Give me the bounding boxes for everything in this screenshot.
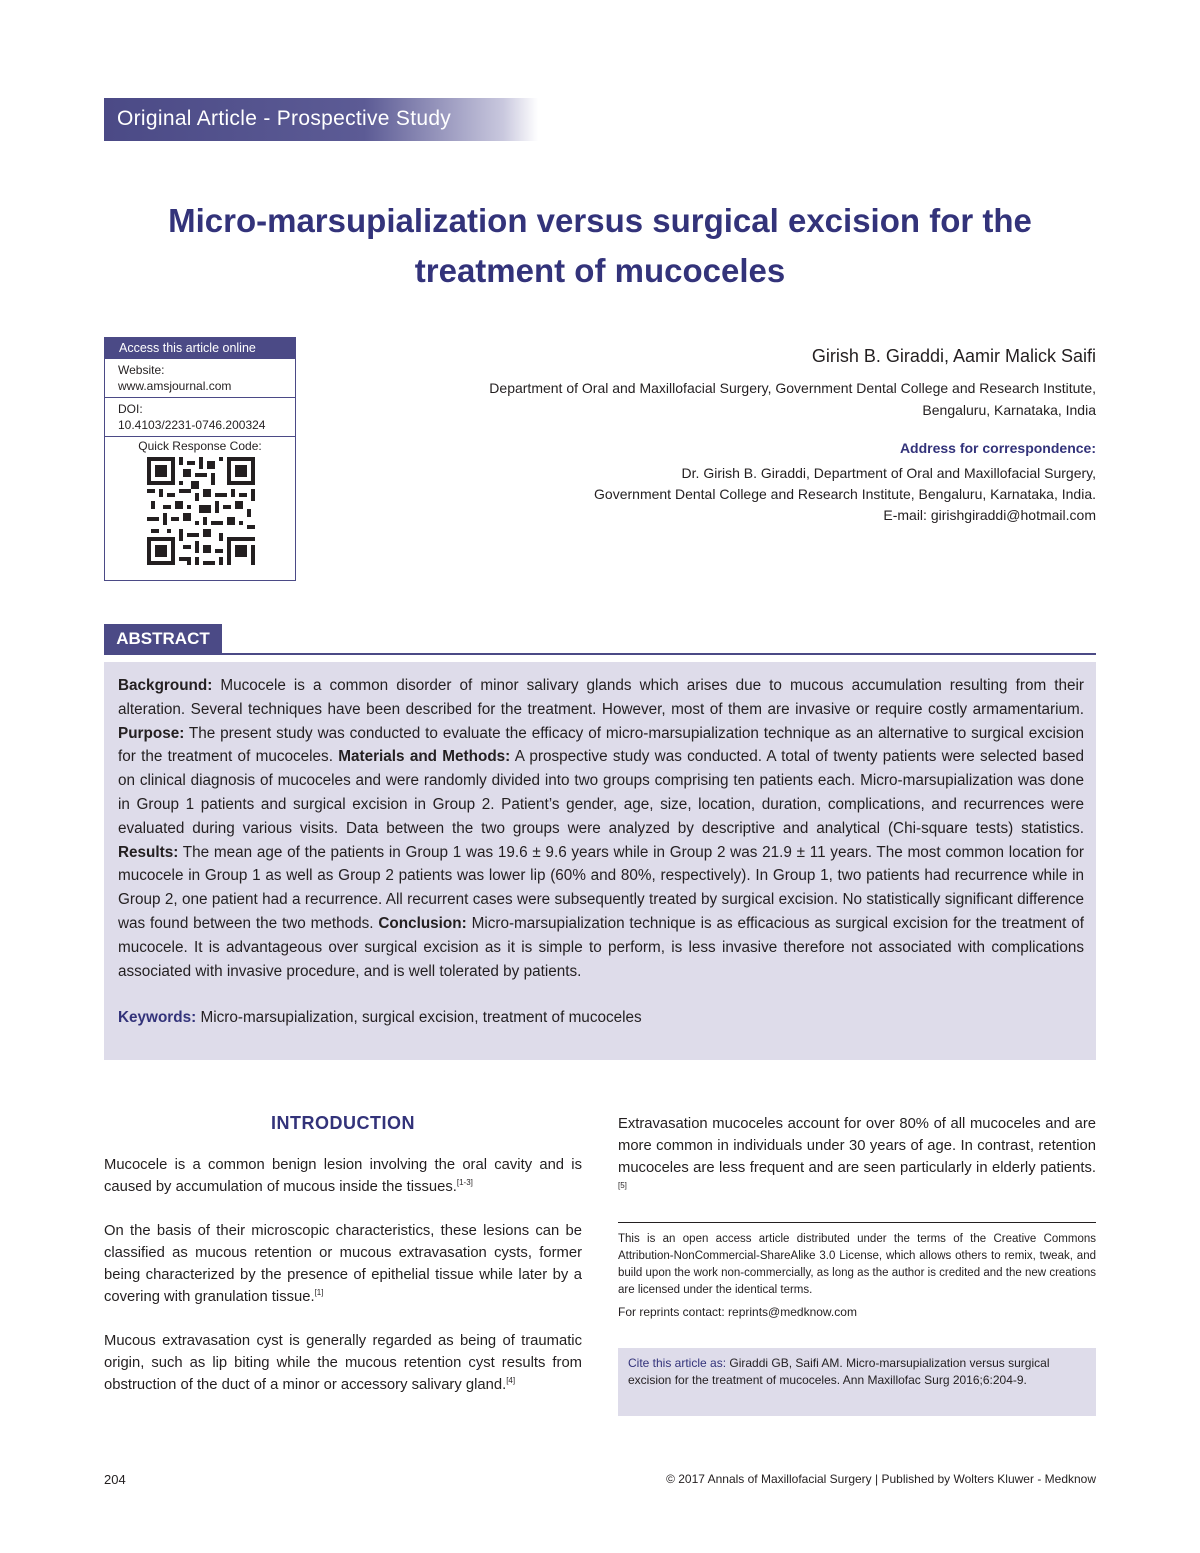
abstract-box <box>104 662 1096 1060</box>
qr-label: Quick Response Code: <box>138 439 262 453</box>
conclusion-text: Micro-marsupialization technique is as efficacious as surgical excision for the treatment of mucocele. It is advantageous over surgical excision as it is simple to perform, is less invasive therefore not associated with complications associated with invasive procedure, and is well tolerated by patients. <box>118 914 1084 980</box>
article-type-label: Original Article - Prospective Study <box>117 107 452 130</box>
correspondence-heading: Address for correspondence: <box>899 440 1096 456</box>
results-label: Results: <box>118 843 179 861</box>
citation-ref[interactable]: [1] <box>314 1288 324 1298</box>
keywords-label: Keywords: <box>118 1009 197 1027</box>
introduction-heading: INTRODUCTION <box>271 1113 415 1133</box>
doi-link[interactable]: 10.4103/2231-0746.200324 <box>118 418 266 432</box>
methods-label: Materials and Methods: <box>338 748 511 766</box>
results-text: The mean age of the patients in Group 1 was 19.6 ± 9.6 years while in Group 2 was 21.9 ± 11 years. The most common location for mucocele in Group 1 as well as Group 2 patients was lower lip (60% and 80%, respectively). In Group 1, two patients had recurrence while in Group 2, one patient had a recurrence. All recurrent cases were subsequently treated by surgical excision. No statistically significant difference was found between the two methods. <box>118 843 1084 932</box>
affiliation-line: Department of Oral and Maxillofacial Surgery, Government Dental College and Research Institute, <box>489 380 1096 396</box>
cite-text: Giraddi GB, Saifi AM. Micro-marsupialization versus surgical excision for the treatment of mucoceles. Ann Maxillofac Surg 2016;6:204-9. <box>628 1356 1050 1387</box>
background-text: Mucocele is a common disorder of minor salivary glands which arises due to mucous accumulation resulting from their alteration. Several techniques have been described for the treatment. However, most of them are invasive or require costly armamentarium. <box>118 677 1084 718</box>
correspondence-address <box>594 463 1096 526</box>
citation-ref[interactable]: [4] <box>506 1376 516 1386</box>
abstract-text <box>118 674 1084 983</box>
keywords-text: Micro-marsupialization, surgical excision, treatment of mucoceles <box>196 1009 642 1027</box>
intro-paragraph <box>618 1113 1096 1201</box>
affiliation <box>489 377 1096 421</box>
intro-text: Mucocele is a common benign lesion involving the oral cavity and is caused by accumulation of mucous inside the tissues. <box>104 1157 582 1195</box>
doi-row <box>105 398 295 437</box>
reprints-contact: For reprints contact: reprints@medknow.com <box>618 1305 857 1319</box>
abstract-divider <box>104 653 1096 655</box>
correspondence-email[interactable]: E-mail: girishgiraddi@hotmail.com <box>883 507 1096 523</box>
purpose-text: The present study was conducted to evaluate the efficacy of micro-marsupialization technique as an alternative to surgical excision for the treatment of mucoceles. <box>118 724 1084 766</box>
author-names: Girish B. Giraddi, Aamir Malick Saifi <box>811 346 1096 366</box>
qr-code-icon <box>147 457 255 565</box>
access-online-box <box>104 337 296 581</box>
article-type-banner <box>104 98 538 141</box>
intro-paragraph <box>104 1220 582 1308</box>
conclusion-label: Conclusion: <box>378 914 467 932</box>
license-divider <box>618 1222 1096 1223</box>
access-box-header: Access this article online <box>105 338 295 359</box>
intro-paragraph <box>104 1330 582 1396</box>
website-link[interactable]: www.amsjournal.com <box>118 379 232 393</box>
license-notice: This is an open access article distributed under the terms of the Creative Commons Attribution-NonCommercial-ShareAlike 3.0 License, which allows others to remix, tweak, and build upon the work non-commercially, as long as the author is credited and the new creations are licensed under the identical terms. <box>618 1233 1096 1296</box>
intro-text: On the basis of their microscopic characteristics, these lesions can be classified as mucous retention or mucous extravasation cysts, former being characterized by the presence of epithelial tissue while later by a covering with granulation tissue. <box>104 1223 582 1305</box>
article-title: Micro-marsupialization versus surgical excision for the treatment of mucoceles <box>168 202 1032 289</box>
correspondence-line: Government Dental College and Research Institute, Bengaluru, Karnataka, India. <box>594 486 1096 502</box>
page-number: 204 <box>104 1472 126 1487</box>
citation-ref[interactable]: [1-3] <box>456 1178 473 1188</box>
intro-text: Mucous extravasation cyst is generally regarded as being of traumatic origin, such as lip biting while the mucous retention cyst results from obstruction of the duct of a minor or accessory salivary gland. <box>104 1333 582 1393</box>
citation-ref[interactable]: [5] <box>618 1181 627 1191</box>
footer-copyright: © 2017 Annals of Maxillofacial Surgery | Published by Wolters Kluwer - Medknow <box>666 1472 1096 1486</box>
affiliation-line: Bengaluru, Karnataka, India <box>922 402 1096 418</box>
doi-label: DOI: <box>118 402 143 416</box>
website-label: Website: <box>118 363 165 377</box>
intro-text: Extravasation mucoceles account for over 80% of all mucoceles and are more common in individuals under 30 years of age. In contrast, retention mucoceles are less frequent and are seen particularly in elderly patients. <box>618 1116 1096 1176</box>
right-column <box>618 1113 1096 1223</box>
methods-text: A prospective study was conducted. A total of twenty patients were selected based on clinical diagnosis of mucoceles and were randomly divided into two groups comprising ten patients each. Micro-marsupialization was done in Group 1 patients and surgical excision in Group 2. Patient’s gender, age, size, location, duration, complications, and recurrences were evaluated during various visits. Data between the two groups were analyzed by descriptive and analytical (Chi-square tests) statistics. <box>118 748 1084 837</box>
background-label: Background: <box>118 677 213 694</box>
keywords <box>118 1009 1084 1027</box>
abstract-tab: ABSTRACT <box>104 624 222 654</box>
intro-paragraph <box>104 1154 582 1198</box>
correspondence-line: Dr. Girish B. Giraddi, Department of Oral and Maxillofacial Surgery, <box>681 465 1096 481</box>
website-row <box>105 359 295 398</box>
left-column <box>104 1113 582 1418</box>
purpose-label: Purpose: <box>118 724 185 742</box>
citation-box <box>618 1348 1096 1416</box>
cite-label: Cite this article as: <box>628 1356 727 1370</box>
